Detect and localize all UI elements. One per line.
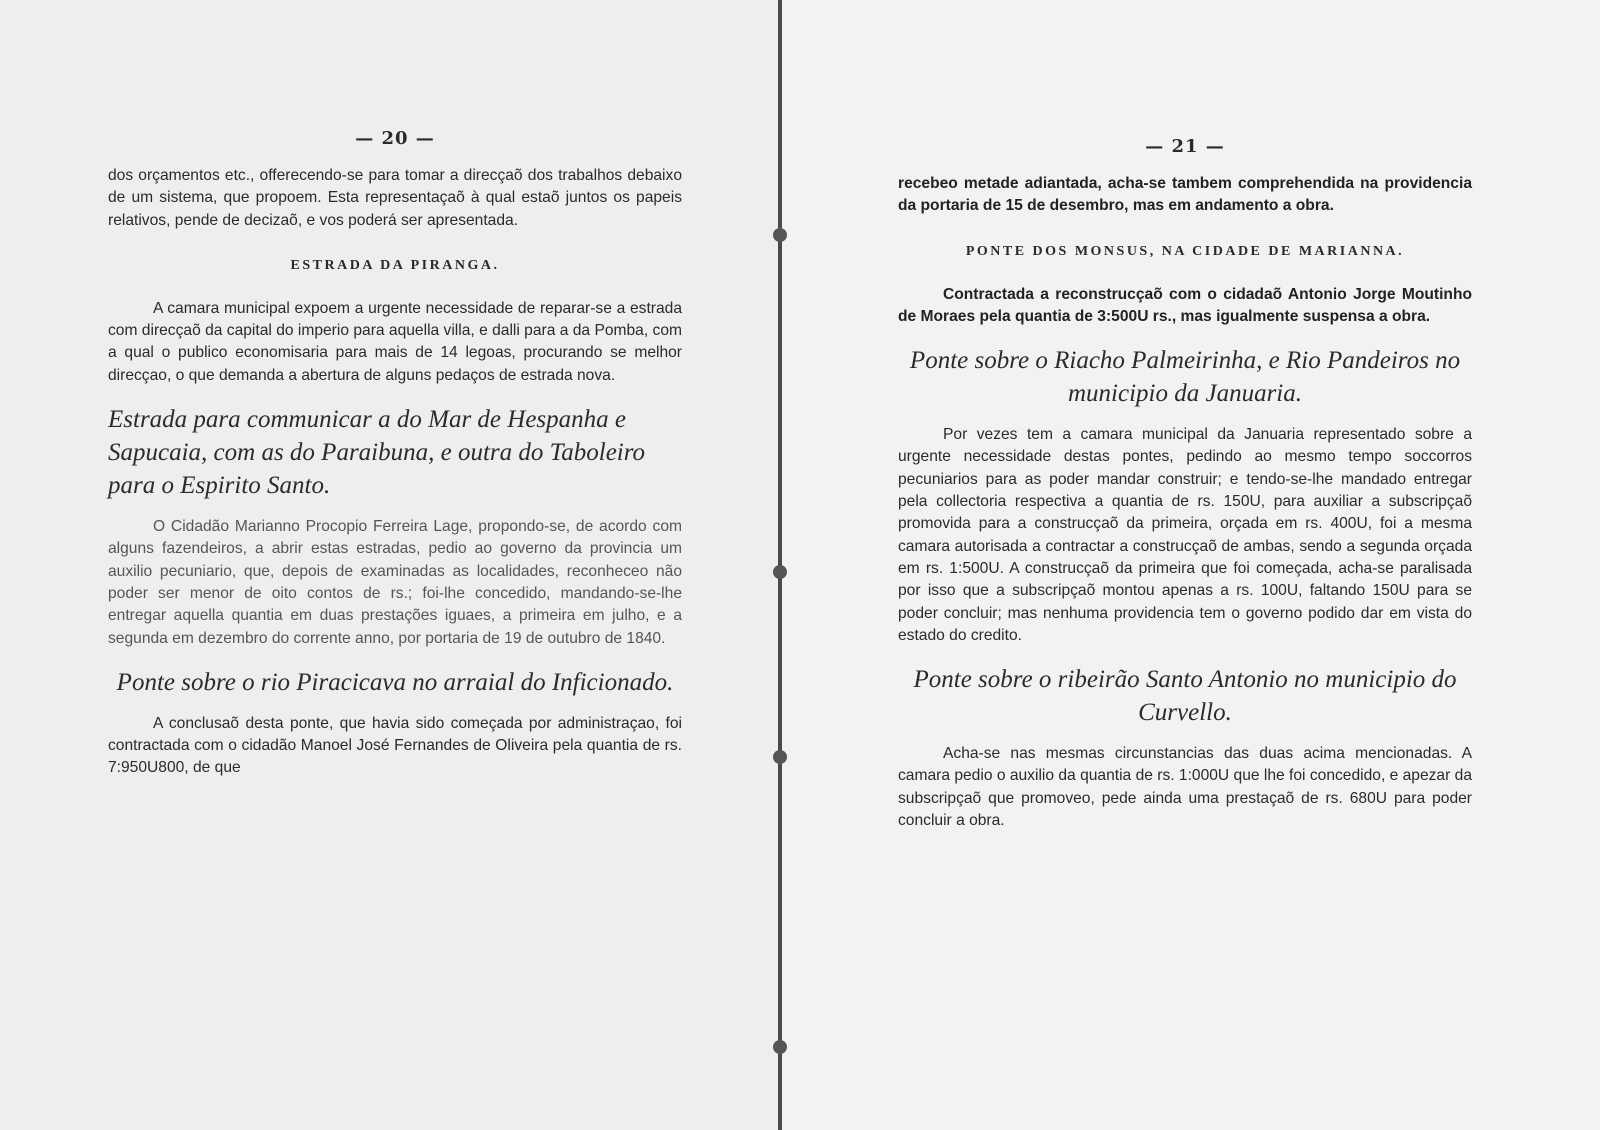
left-page [0, 0, 780, 1130]
left-paragraph-1: dos orçamentos etc., offerecendo-se para tomar a direcçaõ dos trabalhos debaixo de um sistema, que propoem. Esta representaçaõ à qual estaõ juntos os papeis relativos, pende de decizaõ, e vos poderá ser apresentada. [108, 167, 682, 229]
right-paragraph-4: Acha-se nas mesmas circunstancias das duas acima mencionadas. A camara pedio o auxilio da quantia de rs. 1:000U que lhe foi concedido, e apezar da subscripçaõ que promoveo, pede ainda uma prestaçaõ de rs. 680U para poder concluir a obra. [898, 745, 1472, 830]
left-page-number: — 20 — [355, 128, 435, 149]
right-page-column [898, 136, 1472, 832]
left-heading-estrada-hespanha: Estrada para communicar a do Mar de Hespanha e Sapucaia, com as do Paraibuna, e outra do Taboleiro para o Espirito Santo. [108, 406, 646, 500]
left-page-column [108, 128, 682, 780]
right-paragraph-3: Por vezes tem a camara municipal da Januaria representado sobre a urgente necessidade destas pontes, pedindo ao mesmo tempo soccorros pecuniarios para as poder mandar construir; e tendo-se-lhe mandado entregar pela collectoria respectiva a quantia de rs. 150U, para auxiliar a subscripçaõ promovida para a construcçaõ da primeira, orçada em rs. 400U, foi a mesma camara autorisada a contractar a construcçaõ de ambas, sendo a segunda orçada em rs. 1:500U. A construcçaõ da primeira que foi começada, acha-se paralisada por isso que a subscripçaõ montou apenas a rs. 100U, faltando 150U para se poder concluir; mas nenhuma providencia tem o governo podido dar em vista do estado do credito. [898, 426, 1472, 644]
left-paragraph-3: O Cidadão Marianno Procopio Ferreira Lage, propondo-se, de acordo com alguns fazendeiros, a abrir estas estradas, pedio ao governo da provincia um auxilio pecuniario, que, depois de examinadas as localidades, reconheceo não poder ser menor de oito contos de rs.; foi-lhe concedido, mandando-se-lhe entregar aquella quantia em duas prestações iguaes, a primeira em julho, e a segunda em dezembro do corrente anno, por portaria de 19 de outubro de 1840. [108, 518, 682, 647]
left-heading-estrada-piranga: ESTRADA DA PIRANGA. [290, 257, 500, 273]
left-paragraph-4: A conclusaõ desta ponte, que havia sido começada por administraçao, foi contractada com o cidadão Manoel José Fernandes de Oliveira pela quantia de rs. 7:950U800, de que [108, 714, 682, 777]
right-paragraph-1: recebeo metade adiantada, acha-se tambem comprehendida na providencia da portaria de 15 de desembro, mas em andamento a obra. [898, 175, 1472, 215]
left-heading-ponte-piracicava: Ponte sobre o rio Piracicava no arraial do Inficionado. [116, 668, 674, 696]
binding-stitch [773, 750, 787, 764]
right-heading-ponte-palmeirinha: Ponte sobre o Riacho Palmeirinha, e Rio Pandeiros no municipio da Januaria. [909, 347, 1461, 408]
binding-stitch [773, 565, 787, 579]
right-heading-ponte-monsus: PONTE DOS MONSUS, NA CIDADE DE MARIANNA. [965, 243, 1405, 259]
binding-stitch [773, 1040, 787, 1054]
right-page-number: — 21 — [1145, 136, 1225, 157]
right-paragraph-2: Contractada a reconstrucçaõ com o cidadaõ Antonio Jorge Moutinho de Moraes pela quantia de 3:500U rs., mas igualmente suspensa a obra. [898, 285, 1472, 325]
right-heading-ponte-santo-antonio: Ponte sobre o ribeirão Santo Antonio no municipio do Curvello. [913, 666, 1457, 727]
binding-stitch [773, 228, 787, 242]
left-paragraph-2: A camara municipal expoem a urgente necessidade de reparar-se a estrada com direcçaõ da capital do imperio para aquella villa, e dalli para a da Pomba, com a qual o publico economisaria para mais de 14 legoas, procurando se melhor direcçao, o que demanda a abertura de alguns pedaços de estrada nova. [108, 299, 682, 384]
